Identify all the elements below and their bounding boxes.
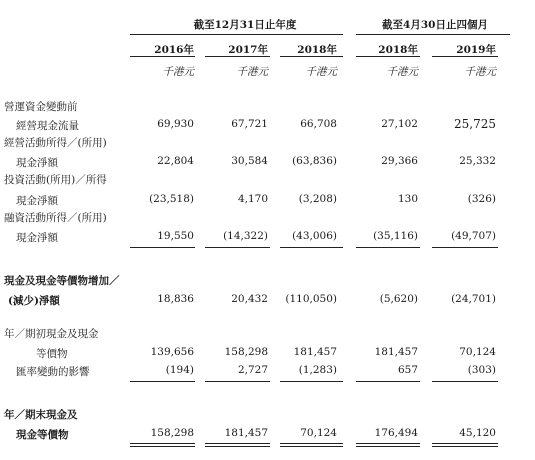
- header-month-group: 截至4月30日止四個月: [382, 19, 488, 31]
- cell: 181,457: [224, 427, 268, 439]
- unit-col2: 千港元: [236, 66, 268, 78]
- col5-header-rule: [432, 56, 498, 57]
- row-label: 營運資金變動前: [4, 101, 78, 113]
- cell: 30,584: [231, 155, 268, 167]
- cell: 657: [397, 364, 418, 376]
- subtotal-rule: [205, 247, 270, 248]
- cell: (14,322): [223, 230, 268, 242]
- year-2017: 2017年: [228, 44, 268, 56]
- row-label: 年／期初現金及現金: [4, 328, 99, 340]
- cell: (5,620): [379, 293, 418, 305]
- double-underline: [432, 443, 498, 447]
- cell: (194): [165, 364, 194, 376]
- row-label: 匯率變動的影響: [16, 366, 90, 378]
- row-label: 年／期末現金及: [4, 409, 78, 421]
- cell: (49,707): [451, 230, 496, 242]
- double-underline: [205, 443, 270, 447]
- cell: 70,124: [459, 346, 496, 358]
- subtotal-rule: [356, 247, 420, 248]
- cell: 4,170: [237, 193, 268, 205]
- cell: 158,298: [224, 346, 268, 358]
- unit-col3: 千港元: [305, 66, 337, 78]
- total-rule: [130, 381, 195, 382]
- double-underline: [356, 443, 420, 447]
- cell: 27,102: [381, 118, 418, 130]
- col3-header-rule: [280, 56, 343, 57]
- cell: (24,701): [451, 293, 496, 305]
- row-label: 經營現金流量: [16, 120, 79, 132]
- total-rule: [356, 381, 420, 382]
- year-2019-interim: 2019年: [456, 44, 496, 56]
- total-rule: [432, 381, 498, 382]
- cell: (63,836): [292, 155, 337, 167]
- cell: 181,457: [374, 346, 418, 358]
- cell: 130: [397, 193, 418, 205]
- subtotal-rule: [432, 247, 498, 248]
- row-label: 融資活動所得／(所用): [4, 212, 107, 224]
- cell: (1,283): [298, 364, 337, 376]
- row-label: 現金及現金等價物增加／: [4, 275, 120, 287]
- row-label: (減少)淨額: [8, 295, 60, 307]
- cell: (35,116): [373, 230, 418, 242]
- cell: 45,120: [459, 427, 496, 439]
- subtotal-rule: [280, 247, 343, 248]
- col2-header-rule: [205, 56, 270, 57]
- unit-col4: 千港元: [386, 66, 418, 78]
- row-label: 投資活動(所用)／所得: [4, 174, 107, 186]
- cell: 181,457: [293, 346, 337, 358]
- cell: 22,804: [157, 155, 194, 167]
- year-2016: 2016年: [154, 44, 194, 56]
- cell: 19,550: [157, 230, 194, 242]
- row-label: 現金淨額: [16, 157, 58, 169]
- cell: 176,494: [374, 427, 418, 439]
- year-2018-interim: 2018年: [378, 44, 418, 56]
- cell: 18,836: [157, 293, 194, 305]
- cell: 67,721: [231, 118, 268, 130]
- total-rule: [205, 381, 270, 382]
- row-label: 經營活動所得／(所用): [4, 137, 107, 149]
- cell: (43,006): [292, 230, 337, 242]
- cell: (326): [467, 193, 496, 205]
- header-month-group-rule: [356, 34, 510, 35]
- cell: (3,208): [298, 193, 337, 205]
- cell: 158,298: [150, 427, 194, 439]
- subtotal-rule: [130, 247, 195, 248]
- header-year-group-rule: [130, 34, 343, 35]
- cell: (23,518): [149, 193, 194, 205]
- col4-header-rule: [356, 56, 420, 57]
- cell: 66,708: [300, 118, 337, 130]
- cell: 2,727: [237, 364, 268, 376]
- cell: 29,366: [381, 155, 418, 167]
- cell: 25,332: [459, 155, 496, 167]
- header-year-group: 截至12月31日止年度: [193, 19, 297, 31]
- row-label: 現金等價物: [16, 429, 69, 441]
- cell: 70,124: [300, 427, 337, 439]
- cell: 69,930: [157, 118, 194, 130]
- row-label: 現金淨額: [16, 232, 58, 244]
- double-underline: [130, 443, 195, 447]
- cell: 25,725: [454, 117, 496, 131]
- row-label: 等價物: [36, 348, 68, 360]
- cell: 20,432: [231, 293, 268, 305]
- col1-header-rule: [130, 56, 195, 57]
- year-2018: 2018年: [297, 44, 337, 56]
- total-rule: [280, 381, 343, 382]
- double-underline: [280, 443, 343, 447]
- cell: 139,656: [150, 346, 194, 358]
- cell: (303): [467, 364, 496, 376]
- unit-col1: 千港元: [162, 66, 194, 78]
- cell: (110,050): [285, 293, 337, 305]
- row-label: 現金淨額: [16, 195, 58, 207]
- unit-col5: 千港元: [464, 66, 496, 78]
